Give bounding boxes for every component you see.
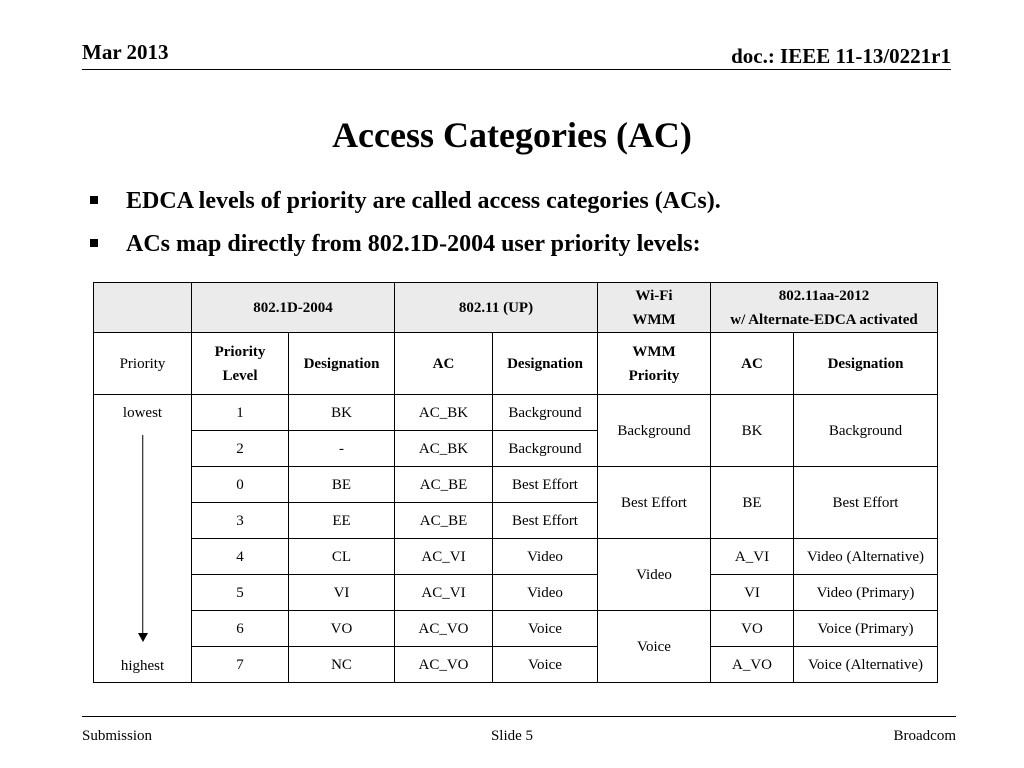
- cell-ac: AC_BK: [395, 431, 493, 467]
- subheader-priority-level-line2: Level: [222, 367, 258, 384]
- cell-ac-designation: Background: [493, 431, 598, 467]
- cell-aa-ac: A_VI: [711, 539, 794, 575]
- cell-aa-ac: VO: [711, 611, 794, 647]
- cell-ac-designation: Background: [493, 395, 598, 431]
- subheader-designation: Designation: [493, 333, 598, 395]
- cell-designation: NC: [289, 647, 395, 683]
- subheader-ac: AC: [395, 333, 493, 395]
- bullet-item: [90, 186, 721, 216]
- header-rule: [82, 69, 951, 70]
- cell-designation: BE: [289, 467, 395, 503]
- header-corner: [94, 283, 192, 333]
- priority-scale-cell: [94, 395, 192, 683]
- cell-aa-designation: Background: [794, 395, 938, 467]
- cell-ac: AC_VI: [395, 539, 493, 575]
- cell-designation: -: [289, 431, 395, 467]
- table-row: [94, 467, 938, 503]
- header-doc-id: doc.: IEEE 11-13/0221r1: [731, 44, 951, 68]
- cell-aa-designation: Video (Primary): [794, 575, 938, 611]
- cell-priority-level: 5: [192, 575, 289, 611]
- bullet-text: EDCA levels of priority are called access categories (ACs).: [126, 188, 721, 214]
- header-wifi-wmm-line2: WMM: [632, 311, 676, 328]
- table-row: [94, 539, 938, 575]
- cell-aa-designation: Voice (Primary): [794, 611, 938, 647]
- header-80211aa-line1: 802.11aa-2012: [778, 287, 870, 304]
- group-header-row: [94, 283, 938, 333]
- cell-wmm-priority: Background: [598, 395, 711, 467]
- subheader-designation: Designation: [794, 333, 938, 395]
- cell-aa-designation: Voice (Alternative): [794, 647, 938, 683]
- subheader-ac: AC: [711, 333, 794, 395]
- header-wifi-wmm: [598, 283, 711, 333]
- header-wifi-wmm-line1: Wi-Fi: [635, 287, 673, 304]
- cell-ac: AC_BK: [395, 395, 493, 431]
- cell-priority-level: 7: [192, 647, 289, 683]
- cell-ac-designation: Video: [493, 575, 598, 611]
- subheader-wmm-priority: [598, 333, 711, 395]
- sub-header-row: [94, 333, 938, 395]
- subheader-designation: Designation: [289, 333, 395, 395]
- arrow-down-icon: [138, 633, 148, 642]
- cell-aa-designation: Video (Alternative): [794, 539, 938, 575]
- cell-wmm-priority: Voice: [598, 611, 711, 683]
- cell-ac-designation: Video: [493, 539, 598, 575]
- cell-designation: CL: [289, 539, 395, 575]
- table-row: [94, 575, 938, 611]
- cell-ac: AC_BE: [395, 503, 493, 539]
- cell-aa-ac: A_VO: [711, 647, 794, 683]
- subheader-priority-level-line1: Priority: [214, 343, 266, 360]
- cell-ac: AC_BE: [395, 467, 493, 503]
- header-80211-up: 802.11 (UP): [395, 283, 598, 333]
- header-date: Mar 2013: [82, 40, 169, 64]
- cell-priority-level: 4: [192, 539, 289, 575]
- cell-ac-designation: Best Effort: [493, 467, 598, 503]
- table-row: [94, 611, 938, 647]
- header-8021d: 802.1D-2004: [192, 283, 395, 333]
- cell-designation: BK: [289, 395, 395, 431]
- cell-ac-designation: Best Effort: [493, 503, 598, 539]
- cell-ac: AC_VI: [395, 575, 493, 611]
- priority-arrow-line: [142, 435, 143, 634]
- cell-priority-level: 3: [192, 503, 289, 539]
- footer-rule: [82, 716, 956, 717]
- cell-ac: AC_VO: [395, 647, 493, 683]
- cell-priority-level: 0: [192, 467, 289, 503]
- priority-lowest-label: lowest: [122, 405, 163, 421]
- cell-priority-level: 6: [192, 611, 289, 647]
- footer-company: Broadcom: [893, 728, 956, 744]
- cell-aa-ac: BK: [711, 395, 794, 467]
- cell-designation: VI: [289, 575, 395, 611]
- square-bullet-icon: [90, 196, 98, 204]
- subheader-wmm-priority-line1: WMM: [632, 343, 676, 360]
- cell-priority-level: 1: [192, 395, 289, 431]
- subheader-wmm-priority-line2: Priority: [628, 367, 680, 384]
- cell-wmm-priority: Video: [598, 539, 711, 611]
- bullet-list: [90, 186, 721, 272]
- cell-designation: VO: [289, 611, 395, 647]
- cell-priority-level: 2: [192, 431, 289, 467]
- table-row: [94, 647, 938, 683]
- cell-wmm-priority: Best Effort: [598, 467, 711, 539]
- slide-title: Access Categories (AC): [332, 115, 692, 155]
- footer-slide-number: Slide 5: [490, 728, 534, 744]
- access-category-table: [93, 282, 938, 683]
- cell-ac: AC_VO: [395, 611, 493, 647]
- cell-aa-ac: BE: [711, 467, 794, 539]
- footer-submission: Submission: [82, 728, 153, 744]
- priority-highest-label: highest: [120, 658, 165, 674]
- cell-ac-designation: Voice: [493, 647, 598, 683]
- cell-ac-designation: Voice: [493, 611, 598, 647]
- table-row: [94, 395, 938, 431]
- subheader-priority: Priority: [94, 333, 192, 395]
- cell-aa-ac: VI: [711, 575, 794, 611]
- square-bullet-icon: [90, 239, 98, 247]
- cell-designation: EE: [289, 503, 395, 539]
- bullet-item: [90, 229, 721, 259]
- header-80211aa-line2: w/ Alternate-EDCA activated: [730, 311, 918, 328]
- cell-aa-designation: Best Effort: [794, 467, 938, 539]
- subheader-priority-level: [192, 333, 289, 395]
- header-80211aa: [711, 283, 938, 333]
- bullet-text: ACs map directly from 802.1D-2004 user priority levels:: [126, 231, 701, 257]
